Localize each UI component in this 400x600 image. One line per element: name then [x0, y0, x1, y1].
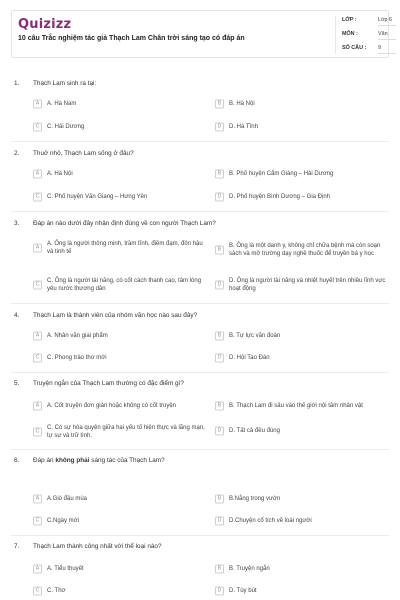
meta-class-value: Lớp 6: [378, 17, 393, 23]
option-letter-badge: A: [33, 565, 42, 574]
option-letter-badge: B: [215, 170, 224, 179]
option-a[interactable]: [33, 493, 203, 505]
question-text: Thạch Lam thành công nhất với thể loại nào?: [33, 543, 162, 550]
option-text: A. Ông là người thông minh, trầm tĩnh, điềm đạm, đôn hậu và tinh tế: [47, 241, 203, 255]
option-text: C.Ngày mới: [47, 518, 79, 524]
question-divider: [11, 211, 389, 212]
meta-count-value: 9: [378, 45, 381, 51]
option-text: D. Hà Tĩnh: [229, 124, 258, 130]
option-b[interactable]: [215, 168, 385, 180]
meta-count: [342, 45, 397, 55]
question-divider: [11, 303, 389, 304]
option-a[interactable]: [33, 330, 203, 342]
option-c[interactable]: [33, 421, 203, 443]
option-letter-badge: C: [33, 587, 42, 596]
option-a[interactable]: [33, 98, 203, 110]
option-letter-badge: D: [215, 354, 224, 363]
option-letter-badge: A: [33, 100, 42, 109]
option-text: C. Thơ: [47, 588, 66, 594]
option-letter-badge: D: [215, 427, 224, 436]
option-letter-badge: B: [215, 402, 224, 411]
meta-underline: [378, 25, 396, 26]
option-letter-badge: B: [215, 246, 224, 255]
question-number: 7.: [14, 543, 20, 550]
option-a[interactable]: [33, 563, 203, 575]
option-text: B. Thạch Lam đi sâu vào thế giới nội tâm nhân vật: [229, 403, 363, 409]
option-d[interactable]: [215, 352, 385, 364]
question-divider: [11, 141, 389, 142]
option-letter-badge: B: [215, 565, 224, 574]
option-text: B. Tự lực văn đoàn: [229, 333, 281, 339]
meta-underline: [378, 39, 396, 40]
option-c[interactable]: [33, 585, 203, 597]
question-number: 5.: [14, 380, 20, 387]
question-text-emphasis: không phải: [55, 457, 90, 464]
option-b[interactable]: [215, 493, 385, 505]
option-text: D. Phố huyện Bình Dương – Gia Định: [229, 194, 331, 200]
question-text-pre: Đáp án: [33, 457, 56, 464]
option-letter-badge: A: [33, 495, 42, 504]
option-c[interactable]: [33, 121, 203, 133]
option-text: B. Phố huyện Cẩm Giàng – Hải Dương: [229, 171, 334, 177]
option-letter-badge: C: [33, 193, 42, 202]
option-text: A. Tiểu thuyết: [47, 566, 84, 572]
option-text: D. Tùy bút: [229, 588, 257, 594]
option-letter-badge: B: [215, 100, 224, 109]
option-letter-badge: B: [215, 495, 224, 504]
question-number: 1.: [14, 80, 20, 87]
option-text: D.Chuyện cổ tích về loài người: [229, 518, 312, 524]
question-text: Thạch Lam sinh ra tại:: [33, 80, 97, 87]
meta-subject: [342, 31, 397, 41]
question-divider: [11, 372, 389, 373]
option-d[interactable]: [215, 515, 385, 527]
option-text: B.Nắng trong vườn: [229, 496, 281, 502]
option-text: D. Tất cả đều đúng: [229, 428, 280, 434]
question-divider: [11, 535, 389, 536]
quizizz-logo[interactable]: Quizizz: [18, 17, 72, 32]
option-letter-badge: A: [33, 244, 42, 253]
question-text: [33, 457, 165, 464]
option-text: C. Phố huyện Văn Giang – Hưng Yên: [47, 194, 148, 200]
option-d[interactable]: [215, 425, 385, 437]
option-b[interactable]: [215, 330, 385, 342]
option-c[interactable]: [33, 274, 203, 296]
option-a[interactable]: [33, 237, 203, 259]
option-a[interactable]: [33, 400, 203, 412]
question-text: Truyện ngắn của Thạch Lam thường có đặc điểm gì?: [33, 380, 184, 387]
question-number: 3.: [14, 220, 20, 227]
option-text: C. Có sự hòa quyện giữa hai yếu tố hiện thực và lãng mạn, tự sự và trữ tình.: [47, 425, 205, 439]
option-letter-badge: D: [215, 123, 224, 132]
meta-divider: [335, 16, 336, 54]
option-text: B. Truyện ngắn: [229, 566, 270, 572]
meta-class: [342, 17, 397, 27]
worksheet-header: [11, 10, 393, 58]
option-text: D. Hội Tao Đàn: [229, 355, 270, 361]
option-letter-badge: B: [215, 332, 224, 341]
option-text: C. Phong trào thơ mới: [47, 355, 107, 361]
option-text: B. Ông là một danh y, không chỉ chữa bệnh mà còn soạn sách và mở trường dạy nghề thuốc để truyền bá y học: [229, 243, 381, 257]
option-letter-badge: C: [33, 354, 42, 363]
meta-class-label: LỚP :: [342, 17, 357, 23]
option-letter-badge: A: [33, 170, 42, 179]
option-letter-badge: D: [215, 193, 224, 202]
option-text: B. Hà Nội: [229, 101, 255, 107]
option-text: C. Ông là người tài năng, có cốt cách thanh cao, tâm lòng yêu nước thương dân: [47, 278, 202, 292]
option-b[interactable]: [215, 563, 385, 575]
meta-count-label: SỐ CÂU :: [342, 45, 367, 51]
question-text: Thuở nhỏ, Thạch Lam sống ở đâu?: [33, 150, 134, 157]
question-number: 2.: [14, 150, 20, 157]
meta-underline: [378, 53, 396, 54]
option-text: A. Nhân văn giai phẩm: [47, 333, 108, 339]
question-number: 4.: [14, 312, 20, 319]
option-letter-badge: C: [33, 428, 42, 437]
option-letter-badge: A: [33, 402, 42, 411]
option-text: C. Hải Dương: [47, 124, 85, 130]
option-text: D. Ông là người tài năng và nhiệt huyết trên nhiều lĩnh vực hoạt động: [229, 278, 386, 292]
question-number: 6.: [14, 457, 20, 464]
meta-subject-label: MÔN :: [342, 31, 358, 37]
option-letter-badge: C: [33, 123, 42, 132]
option-c[interactable]: [33, 352, 203, 364]
option-letter-badge: C: [33, 517, 42, 526]
option-b[interactable]: [215, 98, 385, 110]
option-text: A. Cốt truyện đơn giản hoặc không có cốt truyện: [47, 403, 177, 409]
option-a[interactable]: [33, 168, 203, 180]
option-c[interactable]: [33, 191, 203, 203]
option-d[interactable]: [215, 121, 385, 133]
option-letter-badge: A: [33, 332, 42, 341]
question-text: Thạch Lam là thành viên của nhóm văn học nào sau đây?: [33, 312, 198, 319]
option-b[interactable]: [215, 400, 385, 412]
option-letter-badge: D: [215, 587, 224, 596]
meta-subject-value: Văn: [378, 31, 388, 37]
option-letter-badge: C: [33, 281, 42, 290]
question-text: Đáp án nào dưới đây nhận định đúng về con người Thạch Lam?: [33, 220, 216, 227]
worksheet-title: 10 câu Trắc nghiệm tác giả Thạch Lam Chân trời sáng tạo có đáp án: [18, 35, 245, 42]
option-d[interactable]: [215, 274, 385, 296]
option-d[interactable]: [215, 191, 385, 203]
question-divider: [11, 449, 389, 450]
option-letter-badge: D: [215, 517, 224, 526]
option-text: A. Hà Nam: [47, 101, 77, 107]
option-b[interactable]: [215, 236, 385, 264]
option-letter-badge: D: [215, 281, 224, 290]
option-text: A.Gió đầu mùa: [47, 496, 88, 502]
question-text-post: sáng tác của Thạch Lam?: [89, 457, 165, 464]
option-d[interactable]: [215, 585, 385, 597]
option-c[interactable]: [33, 515, 203, 527]
option-text: A. Hà Nội: [47, 171, 73, 177]
